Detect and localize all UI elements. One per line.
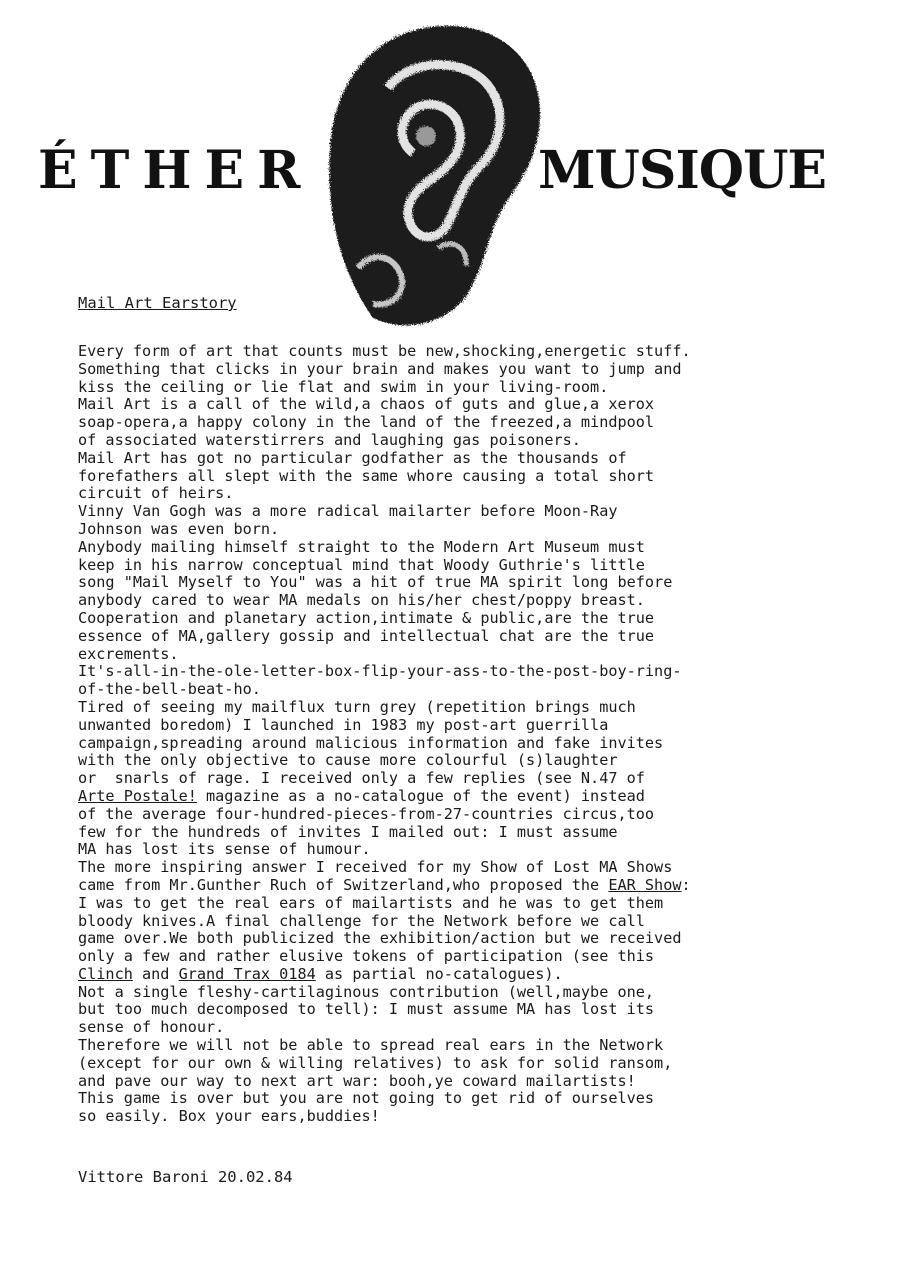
body-line: Tired of seeing my mailflux turn grey (repetition brings much: [78, 697, 636, 716]
body-line: but too much decomposed to tell): I must assume MA has lost its: [78, 1000, 655, 1019]
body-line: (except for our own & willing relatives) to ask for solid ransom,: [78, 1053, 673, 1072]
body-line: of associated waterstirrers and laughing gas poisoners.: [78, 430, 581, 449]
body-line: Cooperation and planetary action,intimate & public,are the true: [78, 608, 655, 627]
body-line: keep in his narrow conceptual mind that Woody Guthrie's little: [78, 555, 645, 574]
body-line: or snarls of rage. I received only a few replies (see N.47 of: [78, 769, 645, 788]
body-line: and pave our way to next art war: booh,ye coward mailartists!: [78, 1071, 636, 1090]
masthead-title-right: MUSIQUE: [538, 140, 827, 201]
body-line: Vinny Van Gogh was a more radical mailarter before Moon-Ray: [78, 502, 618, 521]
body-line: Anybody mailing himself straight to the Modern Art Museum must: [78, 537, 645, 556]
body-line: forefathers all slept with the same whore causing a total short: [78, 466, 655, 485]
body-line: soap-opera,a happy colony in the land of the freezed,a mindpool: [78, 413, 655, 432]
underlined-reference: Arte Postale!: [78, 786, 197, 805]
body-line: Something that clicks in your brain and makes you want to jump and: [78, 359, 682, 378]
body-line: few for the hundreds of invites I mailed out: I must assume: [78, 822, 618, 841]
body-line: Clinch and Grand Trax 0184 as partial no-catalogues).: [78, 964, 563, 983]
underlined-reference: Grand Trax 0184: [178, 964, 316, 983]
body-line: bloody knives.A final challenge for the Network before we call: [78, 911, 645, 930]
body-line: Not a single fleshy-cartilaginous contribution (well,maybe one,: [78, 982, 655, 1001]
body-line: Arte Postale! magazine as a no-catalogue of the event) instead: [78, 786, 645, 805]
body-line: song "Mail Myself to You" was a hit of true MA spirit long before: [78, 573, 673, 592]
body-line: essence of MA,gallery gossip and intellectual chat are the true: [78, 626, 655, 645]
underlined-reference: Clinch: [78, 964, 133, 983]
body-line: anybody cared to wear MA medals on his/her chest/poppy breast.: [78, 591, 645, 610]
body-line: game over.We both publicized the exhibition/action but we received: [78, 929, 682, 948]
body-line: It's-all-in-the-ole-letter-box-flip-your-ass-to-the-post-boy-ring-: [78, 662, 682, 681]
body-line: campaign,spreading around malicious information and fake invites: [78, 733, 664, 752]
signature: Vittore Baroni 20.02.84: [78, 1168, 293, 1186]
body-line: of the average four-hundred-pieces-from-27-countries circus,too: [78, 804, 655, 823]
body-line: came from Mr.Gunther Ruch of Switzerland,who proposed the EAR Show:: [78, 875, 691, 894]
body-line: I was to get the real ears of mailartists and he was to get them: [78, 893, 664, 912]
article-heading: Mail Art Earstory: [78, 294, 237, 312]
body-line: This game is over but you are not going to get rid of ourselves: [78, 1089, 655, 1108]
body-line: Mail Art has got no particular godfather as the thousands of: [78, 448, 627, 467]
body-line: Therefore we will not be able to spread real ears in the Network: [78, 1036, 664, 1055]
body-line: only a few and rather elusive tokens of participation (see this: [78, 947, 655, 966]
body-line: so easily. Box your ears,buddies!: [78, 1107, 380, 1126]
body-line: MA has lost its sense of humour.: [78, 840, 371, 859]
body-line: sense of honour.: [78, 1018, 225, 1037]
body-line: excrements.: [78, 644, 179, 663]
article-body: [78, 343, 878, 1126]
body-line: with the only objective to cause more colourful (s)laughter: [78, 751, 618, 770]
body-line: unwanted boredom) I launched in 1983 my post-art guerrilla: [78, 715, 609, 734]
body-line: circuit of heirs.: [78, 484, 234, 503]
ear-icon: [318, 18, 548, 336]
body-line: kiss the ceiling or lie flat and swim in your living-room.: [78, 377, 609, 396]
body-line: Mail Art is a call of the wild,a chaos of guts and glue,a xerox: [78, 395, 655, 414]
masthead-title-left: ÉTHER: [38, 140, 314, 201]
body-line: of-the-bell-beat-ho.: [78, 680, 261, 699]
body-line: Johnson was even born.: [78, 519, 280, 538]
body-line: Every form of art that counts must be new,shocking,energetic stuff.: [78, 342, 691, 360]
body-line: The more inspiring answer I received for my Show of Lost MA Shows: [78, 858, 673, 877]
underlined-reference: EAR Show: [608, 875, 682, 894]
